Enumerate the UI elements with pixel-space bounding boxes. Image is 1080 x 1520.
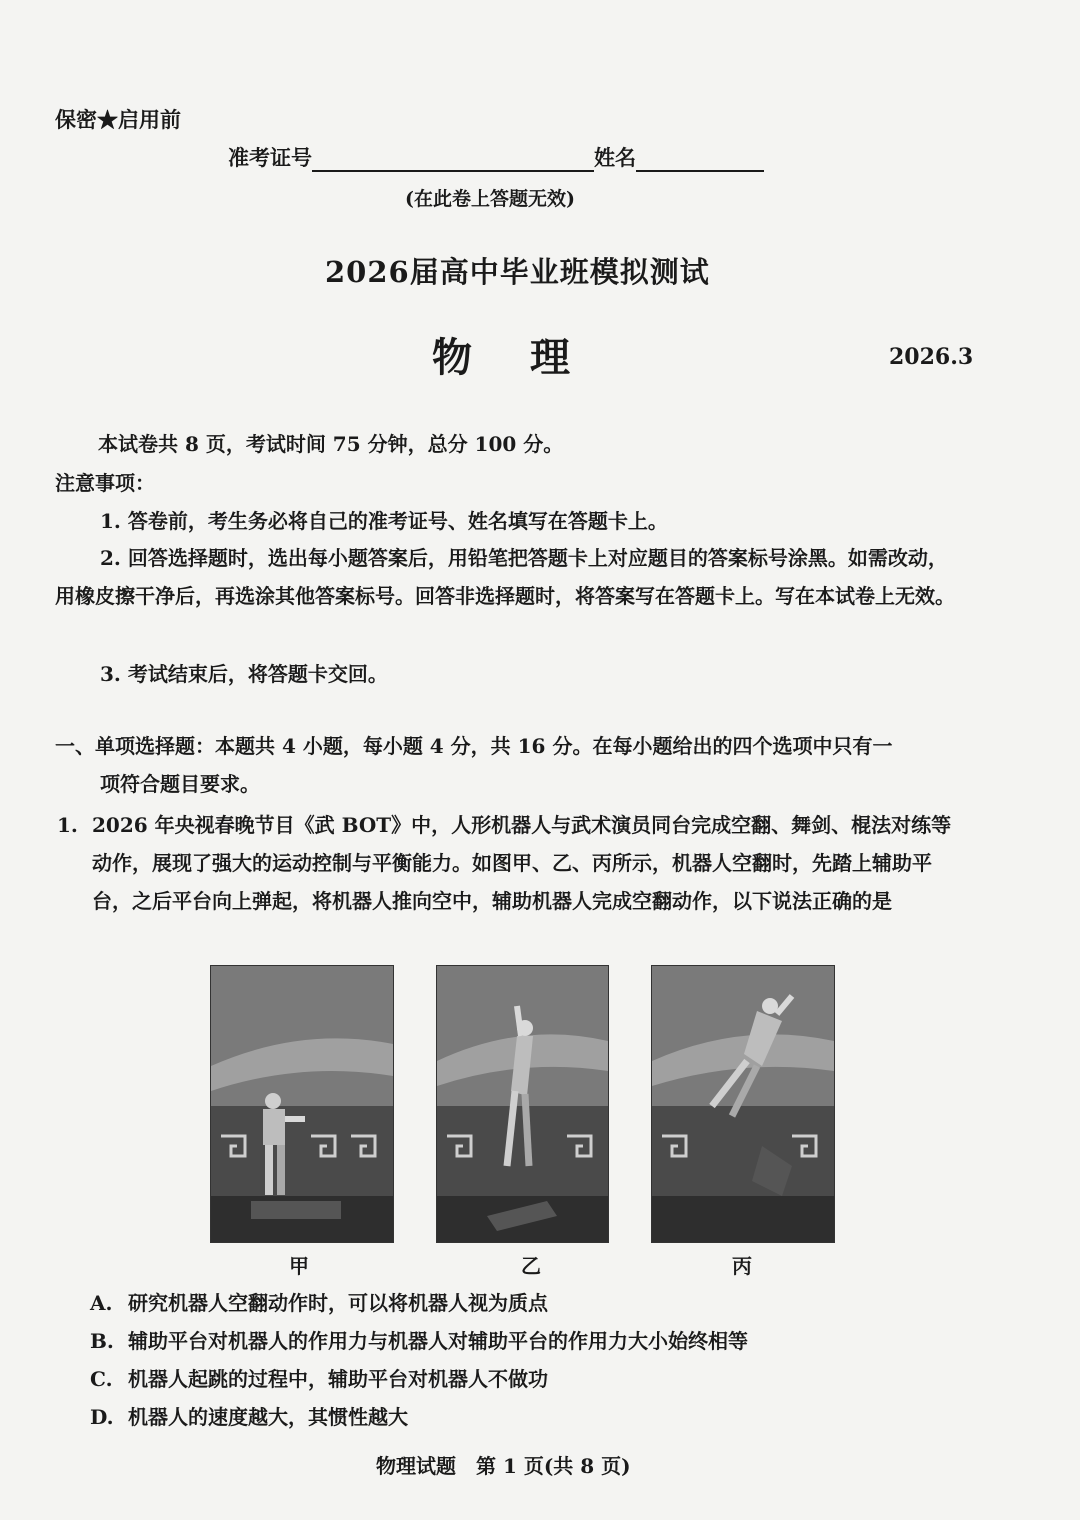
exam-title: 2026届高中毕业班模拟测试 <box>325 255 710 289</box>
exam-id-blank <box>312 146 594 172</box>
option-c <box>90 1363 548 1392</box>
notice-item-1: 1. 答卷前，考生务必将自己的准考证号、姓名填写在答题卡上。 <box>100 509 668 533</box>
question-1 <box>57 806 957 920</box>
exam-summary: 本试卷共 8 页，考试时间 75 分钟，总分 100 分。 <box>98 432 564 456</box>
page-footer: 物理试题 第 1 页(共 8 页) <box>376 1454 631 1478</box>
option-text: 研究机器人空翻动作时，可以将机器人视为质点 <box>128 1291 548 1315</box>
option-text: 机器人的速度越大，其惯性越大 <box>128 1405 408 1429</box>
candidate-info-line <box>228 142 764 172</box>
subject-char-1: 物 <box>432 334 472 381</box>
subject-char-2: 理 <box>530 334 570 381</box>
option-text: 机器人起跳的过程中，辅助平台对机器人不做功 <box>128 1367 548 1391</box>
figure-caption-jia: 甲 <box>289 1254 309 1278</box>
question-number: 1. <box>57 813 78 837</box>
invalid-note: (在此卷上答题无效) <box>405 188 575 210</box>
notice-item-3: 3. 考试结束后，将答题卡交回。 <box>100 662 388 686</box>
section-heading-cont: 项符合题目要求。 <box>100 772 260 796</box>
figure-jia-photo <box>210 965 394 1243</box>
question-stem: 2026 年央视春晚节目《武 BOT》中，人形机器人与武术演员同台完成空翻、舞剑、棍法对练等动作，展现了强大的运动控制与平衡能力。如图甲、乙、丙所示，机器人空翻时，先踏上辅助平台，之后平台向上弹起，将机器人推向空中，辅助机器人完成空翻动作，以下说法正确的是 <box>92 813 952 913</box>
notice-item-2: 2. 回答选择题时，选出每小题答案后，用铅笔把答题卡上对应题目的答案标号涂黑。如需改动，用橡皮擦干净后，再选涂其他答案标号。回答非选择题时，将答案写在答题卡上。写在本试卷上无效。 <box>55 546 955 608</box>
option-b <box>90 1325 748 1354</box>
option-label: B. <box>90 1329 114 1353</box>
option-label: A. <box>90 1291 113 1315</box>
section-heading: 一、单项选择题：本题共 4 小题，每小题 4 分，共 16 分。在每小题给出的四个选项中只有一 <box>55 734 893 758</box>
option-d <box>90 1401 408 1430</box>
notice-heading: 注意事项： <box>55 471 155 495</box>
figure-bing-photo <box>651 965 835 1243</box>
exam-date: 2026.3 <box>889 344 974 370</box>
name-blank <box>636 146 764 172</box>
exam-id-label: 准考证号 <box>228 145 312 170</box>
option-text: 辅助平台对机器人的作用力与机器人对辅助平台的作用力大小始终相等 <box>128 1329 748 1353</box>
option-a <box>90 1287 548 1316</box>
figure-yi-photo <box>436 965 609 1243</box>
option-label: D. <box>90 1405 114 1429</box>
option-label: C. <box>90 1367 113 1391</box>
name-label: 姓名 <box>594 145 636 170</box>
figure-caption-bing: 丙 <box>732 1254 752 1278</box>
subject-title <box>432 326 570 383</box>
figure-caption-yi: 乙 <box>521 1254 541 1278</box>
confidential-label: 保密★启用前 <box>55 107 181 132</box>
